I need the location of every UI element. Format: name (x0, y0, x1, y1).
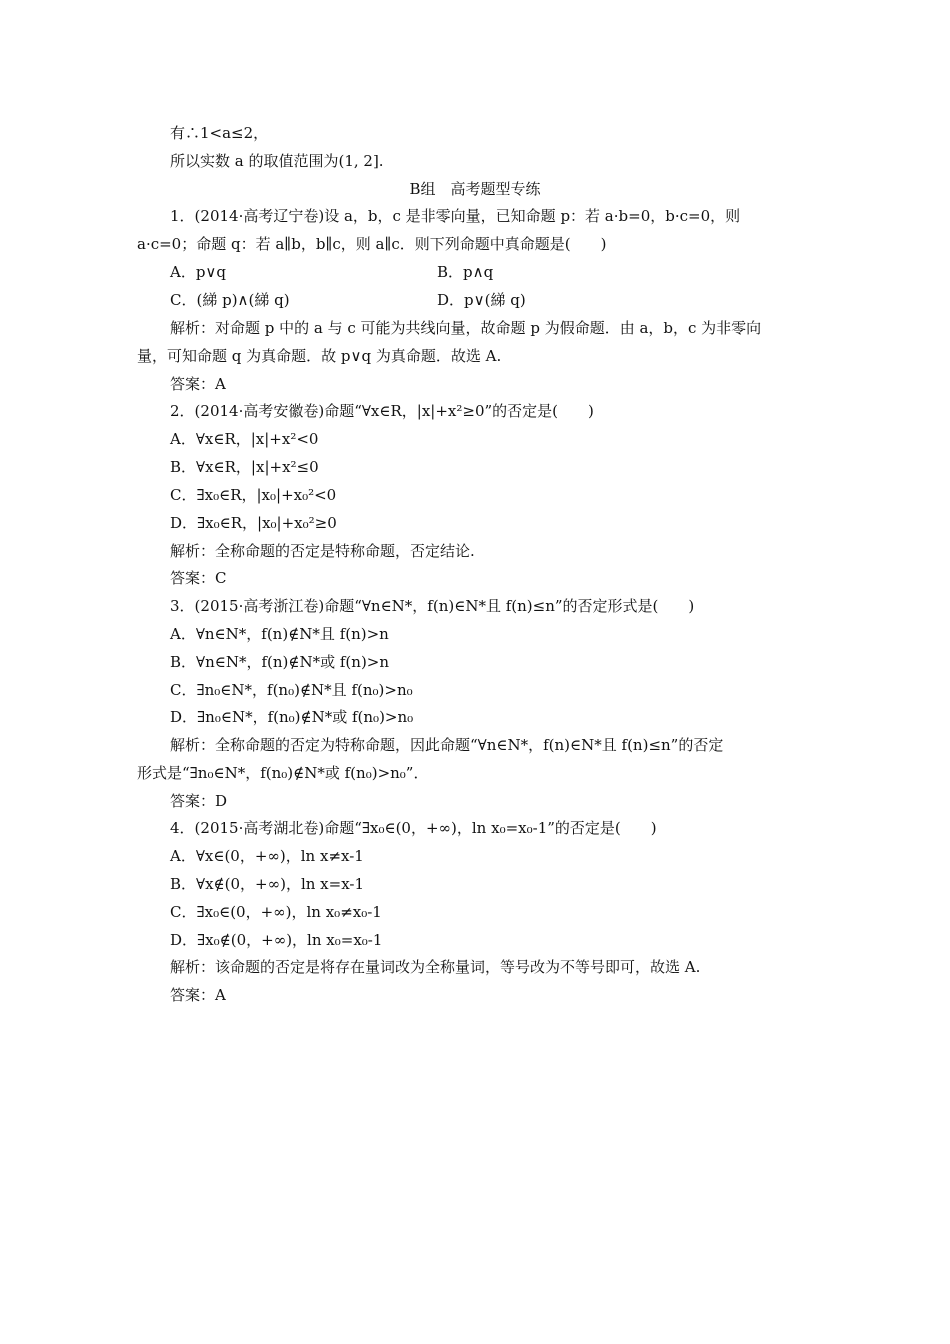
q1-stem: 1．(2014·高考辽宁卷)设 a，b，c 是非零向量，已知命题 p：若 a·b=0，b·c=0，则 (170, 207, 741, 225)
q1-answer: 答案：A (170, 375, 226, 393)
q4-option-d: D．∃x₀∉(0，+∞)，ln x₀=x₀-1 (170, 931, 383, 949)
q1-option-a: A．p∨q (170, 263, 227, 281)
q2-answer: 答案：C (170, 569, 227, 587)
q3-stem: 3．(2015·高考浙江卷)命题“∀n∈N*，f(n)∈N*且 f(n)≤n”的否定形式是( ) (170, 597, 695, 615)
q1-stem-cont: a·c=0；命题 q：若 a∥b，b∥c，则 a∥c．则下列命题中真命题是( ) (137, 235, 607, 253)
q2-stem: 2．(2014·高考安徽卷)命题“∀x∈R，|x|+x²≥0”的否定是( ) (170, 402, 594, 420)
intro-line: 有∴1<a≤2， (170, 124, 269, 142)
q3-analysis: 解析：全称命题的否定为特称命题，因此命题“∀n∈N*，f(n)∈N*且 f(n)≤n”的否定 (170, 736, 724, 754)
q3-option-c: C．∃n₀∈N*，f(n₀)∉N*且 f(n₀)>n₀ (170, 681, 413, 699)
q3-analysis-cont: 形式是“∃n₀∈N*，f(n₀)∉N*或 f(n₀)>n₀”． (137, 764, 429, 782)
q4-option-b: B．∀x∉(0，+∞)，ln x=x-1 (170, 875, 365, 893)
intro-line: 所以实数 a 的取值范围为(1, 2]. (170, 152, 384, 170)
q1-option-c: C．(綈 p)∧(綈 q) (170, 291, 290, 309)
q2-option-b: B．∀x∈R，|x|+x²≤0 (170, 458, 319, 476)
q4-option-c: C．∃x₀∈(0，+∞)，ln x₀≠x₀-1 (170, 903, 382, 921)
q1-option-b: B．p∧q (437, 263, 494, 281)
q1-analysis-cont: 量，可知命题 q 为真命题．故 p∨q 为真命题．故选 A. (137, 347, 502, 365)
q2-option-c: C．∃x₀∈R，|x₀|+x₀²<0 (170, 486, 337, 504)
q3-option-a: A．∀n∈N*，f(n)∉N*且 f(n)>n (170, 625, 389, 643)
q4-answer: 答案：A (170, 986, 226, 1004)
q4-analysis: 解析：该命题的否定是将存在量词改为全称量词，等号改为不等号即可，故选 A. (170, 958, 701, 976)
q3-answer: 答案：D (170, 792, 228, 810)
q4-option-a: A．∀x∈(0，+∞)，ln x≠x-1 (170, 847, 364, 865)
q1-analysis: 解析：对命题 p 中的 a 与 c 可能为共线向量，故命题 p 为假命题．由 a，b，c 为非零向 (170, 319, 762, 337)
q2-analysis: 解析：全称命题的否定是特称命题，否定结论. (170, 542, 475, 560)
q1-option-d: D．p∨(綈 q) (437, 291, 526, 309)
q3-option-b: B．∀n∈N*，f(n)∉N*或 f(n)>n (170, 653, 390, 671)
q3-option-d: D．∃n₀∈N*，f(n₀)∉N*或 f(n₀)>n₀ (170, 708, 414, 726)
q2-option-d: D．∃x₀∈R，|x₀|+x₀²≥0 (170, 514, 337, 532)
q4-stem: 4．(2015·高考湖北卷)命题“∃x₀∈(0，+∞)，ln x₀=x₀-1”的否定是( ) (170, 819, 657, 837)
q2-option-a: A．∀x∈R，|x|+x²<0 (170, 430, 319, 448)
section-title: B组 高考题型专练 (409, 180, 541, 198)
